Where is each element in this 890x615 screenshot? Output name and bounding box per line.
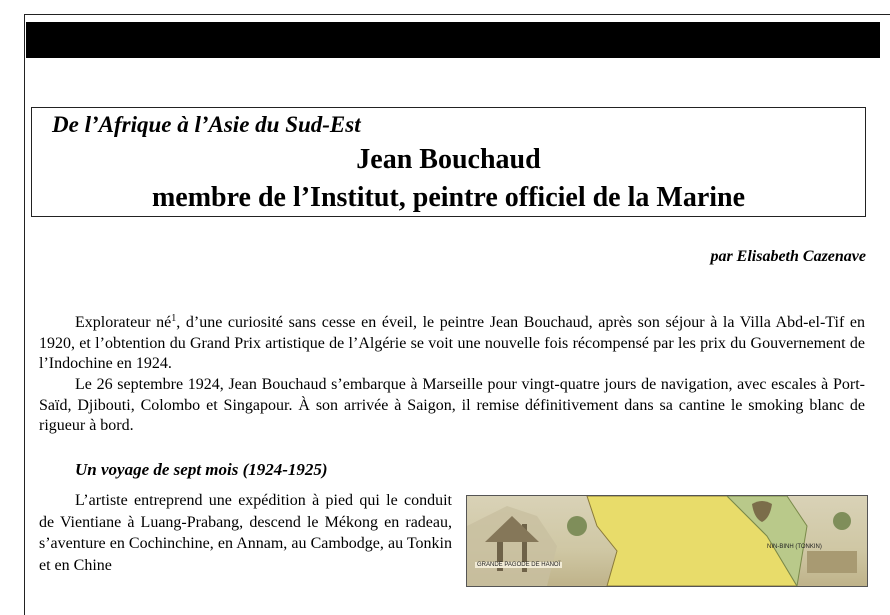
footnote-ref[interactable]: 1	[171, 313, 177, 324]
paragraph-2: Le 26 septembre 1924, Jean Bouchaud s’embarque à Marseille pour vingt-quatre jours de navigation, avec escales à Port-Saïd, Djibouti, Colombo et Singapour. À son arrivée à Saigon, il remise définitivement dans sa cantine le smoking blanc de rigueur à bord.	[39, 376, 865, 434]
illustration-caption-right: NIN-BINH (TONKIN)	[767, 544, 822, 550]
article-title-line2: membre de l’Institut, peintre officiel de la Marine	[151, 182, 746, 213]
bulletin-header-bar	[26, 22, 880, 91]
article-byline: par Elisabeth Cazenave	[710, 248, 866, 265]
section-heading: Un voyage de sept mois (1924-1925)	[75, 460, 328, 479]
bulletin-title: I&M - Bulletin n°42	[357, 66, 561, 91]
article-title-line1: Jean Bouchaud	[356, 144, 541, 175]
paragraph-1-rest: , d’une curiosité sans cesse en éveil, le peintre Jean Bouchaud, après son séjour à la Villa Abd-el-Tif en 1920, et l’obtention du Grand Prix artistique de l’Algérie se voit une nouvelle fois récompensé par les prix du Gouvernement de l’Indochine en 1924.	[39, 314, 866, 372]
article-title-box	[31, 107, 866, 217]
paragraph-1	[39, 313, 865, 375]
illustration-caption-left: GRANDE PAGODE DE HANOÏ	[477, 562, 561, 568]
paragraph-1-start: Explorateur né	[75, 314, 172, 331]
paragraph-3: L’artiste entreprend une expédition à pied qui le conduit de Vientiane à Luang-Prabang, descend le Mékong en radeau, s’aventure en Cochinchine, en Annam, au Cambodge, au Tonkin et en Chine	[39, 492, 452, 574]
map-illustration	[466, 495, 868, 587]
article-kicker: De l’Afrique à l’Asie du Sud-Est	[52, 112, 361, 137]
